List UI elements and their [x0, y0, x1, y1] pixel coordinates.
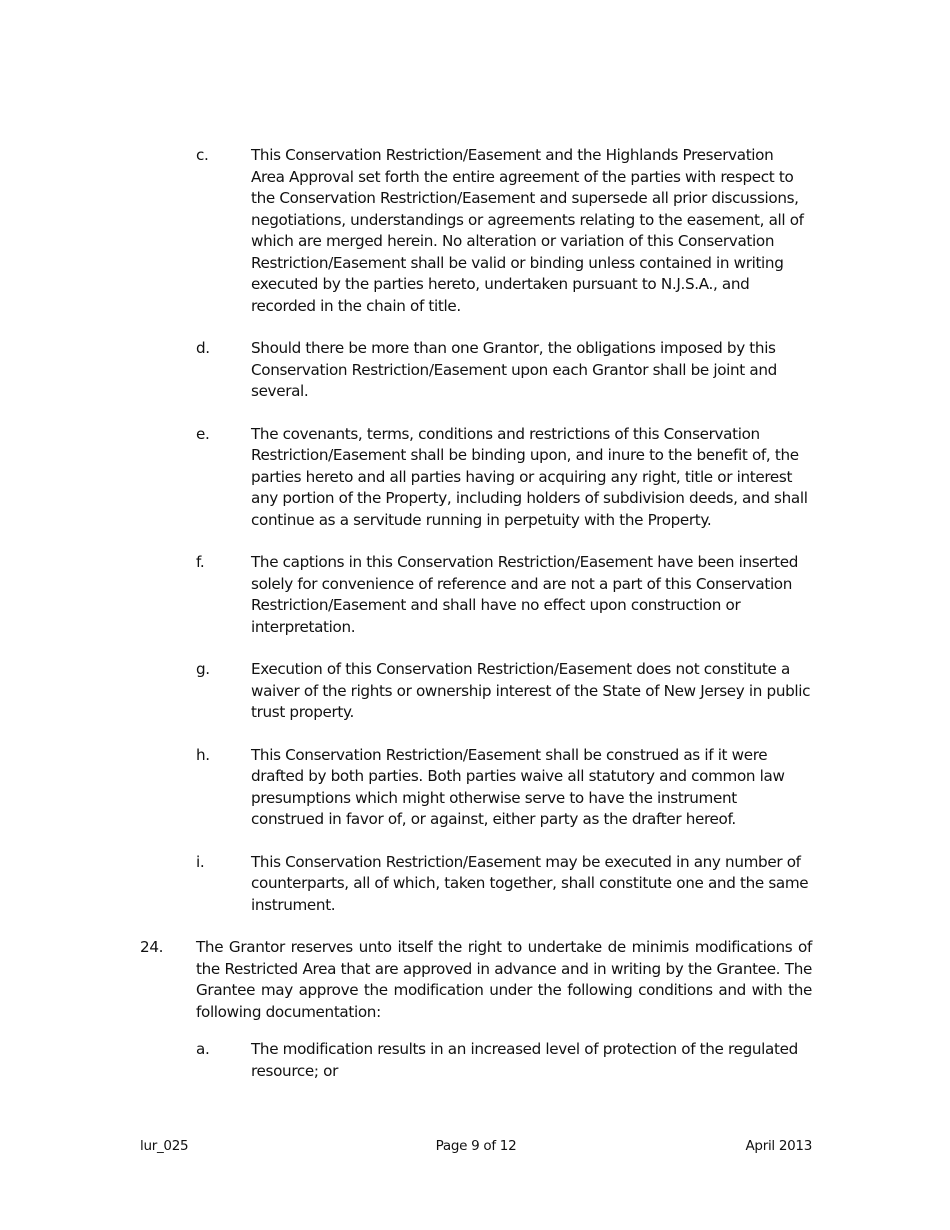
- list-item-c: [140, 145, 812, 317]
- section-number: 24.: [140, 938, 164, 956]
- list-item-g: [140, 659, 812, 724]
- list-marker: c.: [196, 146, 209, 164]
- list-marker: d.: [196, 339, 210, 357]
- list-item-text: Should there be more than one Grantor, the obligations imposed by this Conservation Restriction/Easement upon each Grantor shall be joint and several.: [251, 339, 777, 400]
- footer-form-id: lur_025: [140, 1138, 189, 1154]
- list-item-text: The covenants, terms, conditions and restrictions of this Conservation Restriction/Easement shall be binding upon, and inure to the benefit of, the parties hereto and all parties having or acquiring any right, title or interest any portion of the Property, including holders of subdivision deeds, and shall continue as a servitude running in perpetuity with the Property.: [251, 424, 808, 529]
- footer-page-number: Page 9 of 12: [435, 1138, 517, 1154]
- footer-date: April 2013: [745, 1138, 812, 1154]
- document-body: [140, 145, 812, 1103]
- list-marker: h.: [196, 745, 210, 764]
- section-24: [140, 937, 812, 1023]
- list-marker: i.: [196, 852, 205, 871]
- list-item-text: The captions in this Conservation Restriction/Easement have been inserted solely for convenience of reference and are not a part of this Conservation Restriction/Easement and shall have no effect upon construction or interpretation.: [251, 553, 799, 636]
- list-item-text: Execution of this Conservation Restriction/Easement does not constitute a waiver of the rights or ownership interest of the State of New Jersey in public trust property.: [251, 660, 811, 721]
- list-item-text: This Conservation Restriction/Easement shall be construed as if it were drafted by both parties. Both parties waive all statutory and common law presumptions which might otherwise serve to have the instrument construed in favor of, or against, either party as the drafter hereof.: [251, 745, 785, 828]
- list-item-f: [140, 552, 812, 638]
- list-marker: g.: [196, 660, 210, 678]
- list-item-i: [140, 852, 812, 917]
- list-item-e: [140, 424, 812, 532]
- list-marker: e.: [196, 424, 210, 443]
- list-item-h: [140, 745, 812, 831]
- list-item-text: This Conservation Restriction/Easement may be executed in any number of counterparts, all of which, taken together, shall constitute one and the same instrument.: [251, 852, 809, 914]
- page-footer: [140, 1136, 812, 1158]
- list-item-text: The modification results in an increased level of protection of the regulated resource; or: [251, 1040, 798, 1080]
- section-text: The Grantor reserves unto itself the right to undertake de minimis modifications of the Restricted Area that are approved in advance and in writing by the Grantee. The Grantee may approve the modification under the following conditions and with the following documentation:: [196, 938, 812, 1021]
- list-marker: f.: [196, 553, 205, 571]
- list-item-d: [140, 338, 812, 403]
- list-marker: a.: [196, 1040, 210, 1058]
- list-item-a: [140, 1039, 812, 1082]
- list-item-text: This Conservation Restriction/Easement and the Highlands Preservation Area Approval set forth the entire agreement of the parties with respect to the Conservation Restriction/Easement and supersede all prior discussions, negotiations, understandings or agreements relating to the easement, all of which are merged herein. No alteration or variation of this Conservation Restriction/Easement shall be valid or binding unless contained in writing executed by the parties hereto, undertaken pursuant to N.J.S.A., and recorded in the chain of title.: [251, 146, 804, 315]
